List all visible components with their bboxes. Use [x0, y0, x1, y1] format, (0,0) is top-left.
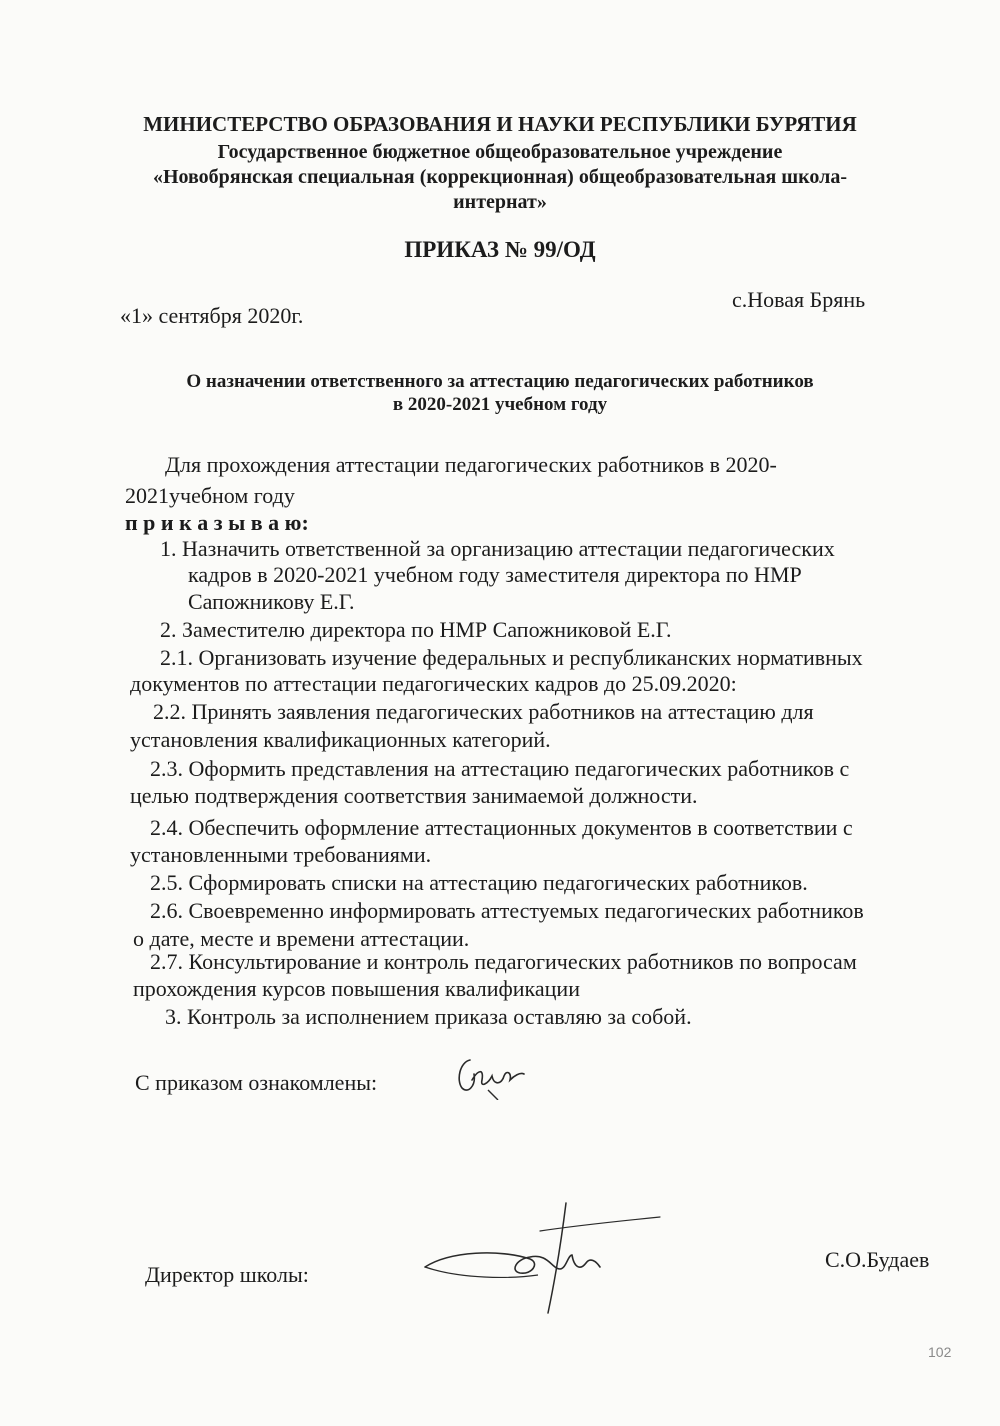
body-line: установления квалификационных категорий.: [130, 727, 551, 752]
body-line: документов по аттестации педагогических кадров до 25.09.2020:: [130, 671, 737, 696]
body-line: 2.2. Принять заявления педагогических работников на аттестацию для: [153, 699, 814, 724]
acknowledged-label: С приказом ознакомлены:: [135, 1070, 378, 1095]
director-signature: [420, 1195, 670, 1315]
institution-name-line2: интернат»: [453, 191, 547, 213]
body-line: Сапожникову Е.Г.: [188, 589, 355, 614]
body-line: 2.4. Обеспечить оформление аттестационных документов в соответствии с: [150, 815, 853, 840]
body-line: 2.5. Сформировать списки на аттестацию педагогических работников.: [150, 870, 808, 895]
body-line: 2.3. Оформить представления на аттестацию педагогических работников с: [150, 756, 850, 781]
institution-type: Государственное бюджетное общеобразовательное учреждение: [217, 141, 783, 163]
order-subject-line2: в 2020-2021 учебном году: [392, 394, 608, 415]
body-line: кадров в 2020-2021 учебном году заместителя директора по НМР: [188, 562, 802, 587]
director-label: Директор школы:: [145, 1262, 309, 1287]
intro-line-1: Для прохождения аттестации педагогических работников в 2020-: [165, 452, 777, 477]
body-line: 2.6. Своевременно информировать аттестуемых педагогических работников: [150, 898, 864, 923]
page-number: 102: [928, 1344, 952, 1360]
body-line: 3. Контроль за исполнением приказа оставляю за собой.: [165, 1004, 692, 1029]
intro-line-2: 2021учебном году: [125, 483, 295, 508]
director-name: С.О.Будаев: [825, 1247, 930, 1272]
order-title: ПРИКАЗ № 99/ОД: [404, 237, 596, 262]
body-line: 1. Назначить ответственной за организацию аттестации педагогических: [160, 536, 835, 561]
institution-name-line1: «Новобрянская специальная (коррекционная) общеобразовательная школа-: [152, 166, 848, 188]
acknowledgement-signature: [452, 1050, 532, 1100]
order-word: п р и к а з ы в а ю:: [125, 510, 309, 535]
order-place: с.Новая Брянь: [732, 287, 866, 312]
body-line: о дате, месте и времени аттестации.: [133, 926, 470, 951]
ministry-title: МИНИСТЕРСТВО ОБРАЗОВАНИЯ И НАУКИ РЕСПУБЛИКИ БУРЯТИЯ: [143, 112, 857, 136]
body-line: установленными требованиями.: [130, 842, 432, 867]
body-line: 2.7. Консультирование и контроль педагогических работников по вопросам: [150, 949, 857, 974]
body-line: 2. Заместителю директора по НМР Сапожниковой Е.Г.: [160, 617, 672, 642]
body-line: прохождения курсов повышения квалификации: [133, 976, 580, 1001]
order-subject-line1: О назначении ответственного за аттестацию педагогических работников: [186, 371, 814, 392]
body-line: 2.1. Организовать изучение федеральных и республиканских нормативных: [160, 645, 863, 670]
body-line: целью подтверждения соответствия занимаемой должности.: [130, 783, 698, 808]
order-date: «1» сентября 2020г.: [120, 303, 304, 328]
